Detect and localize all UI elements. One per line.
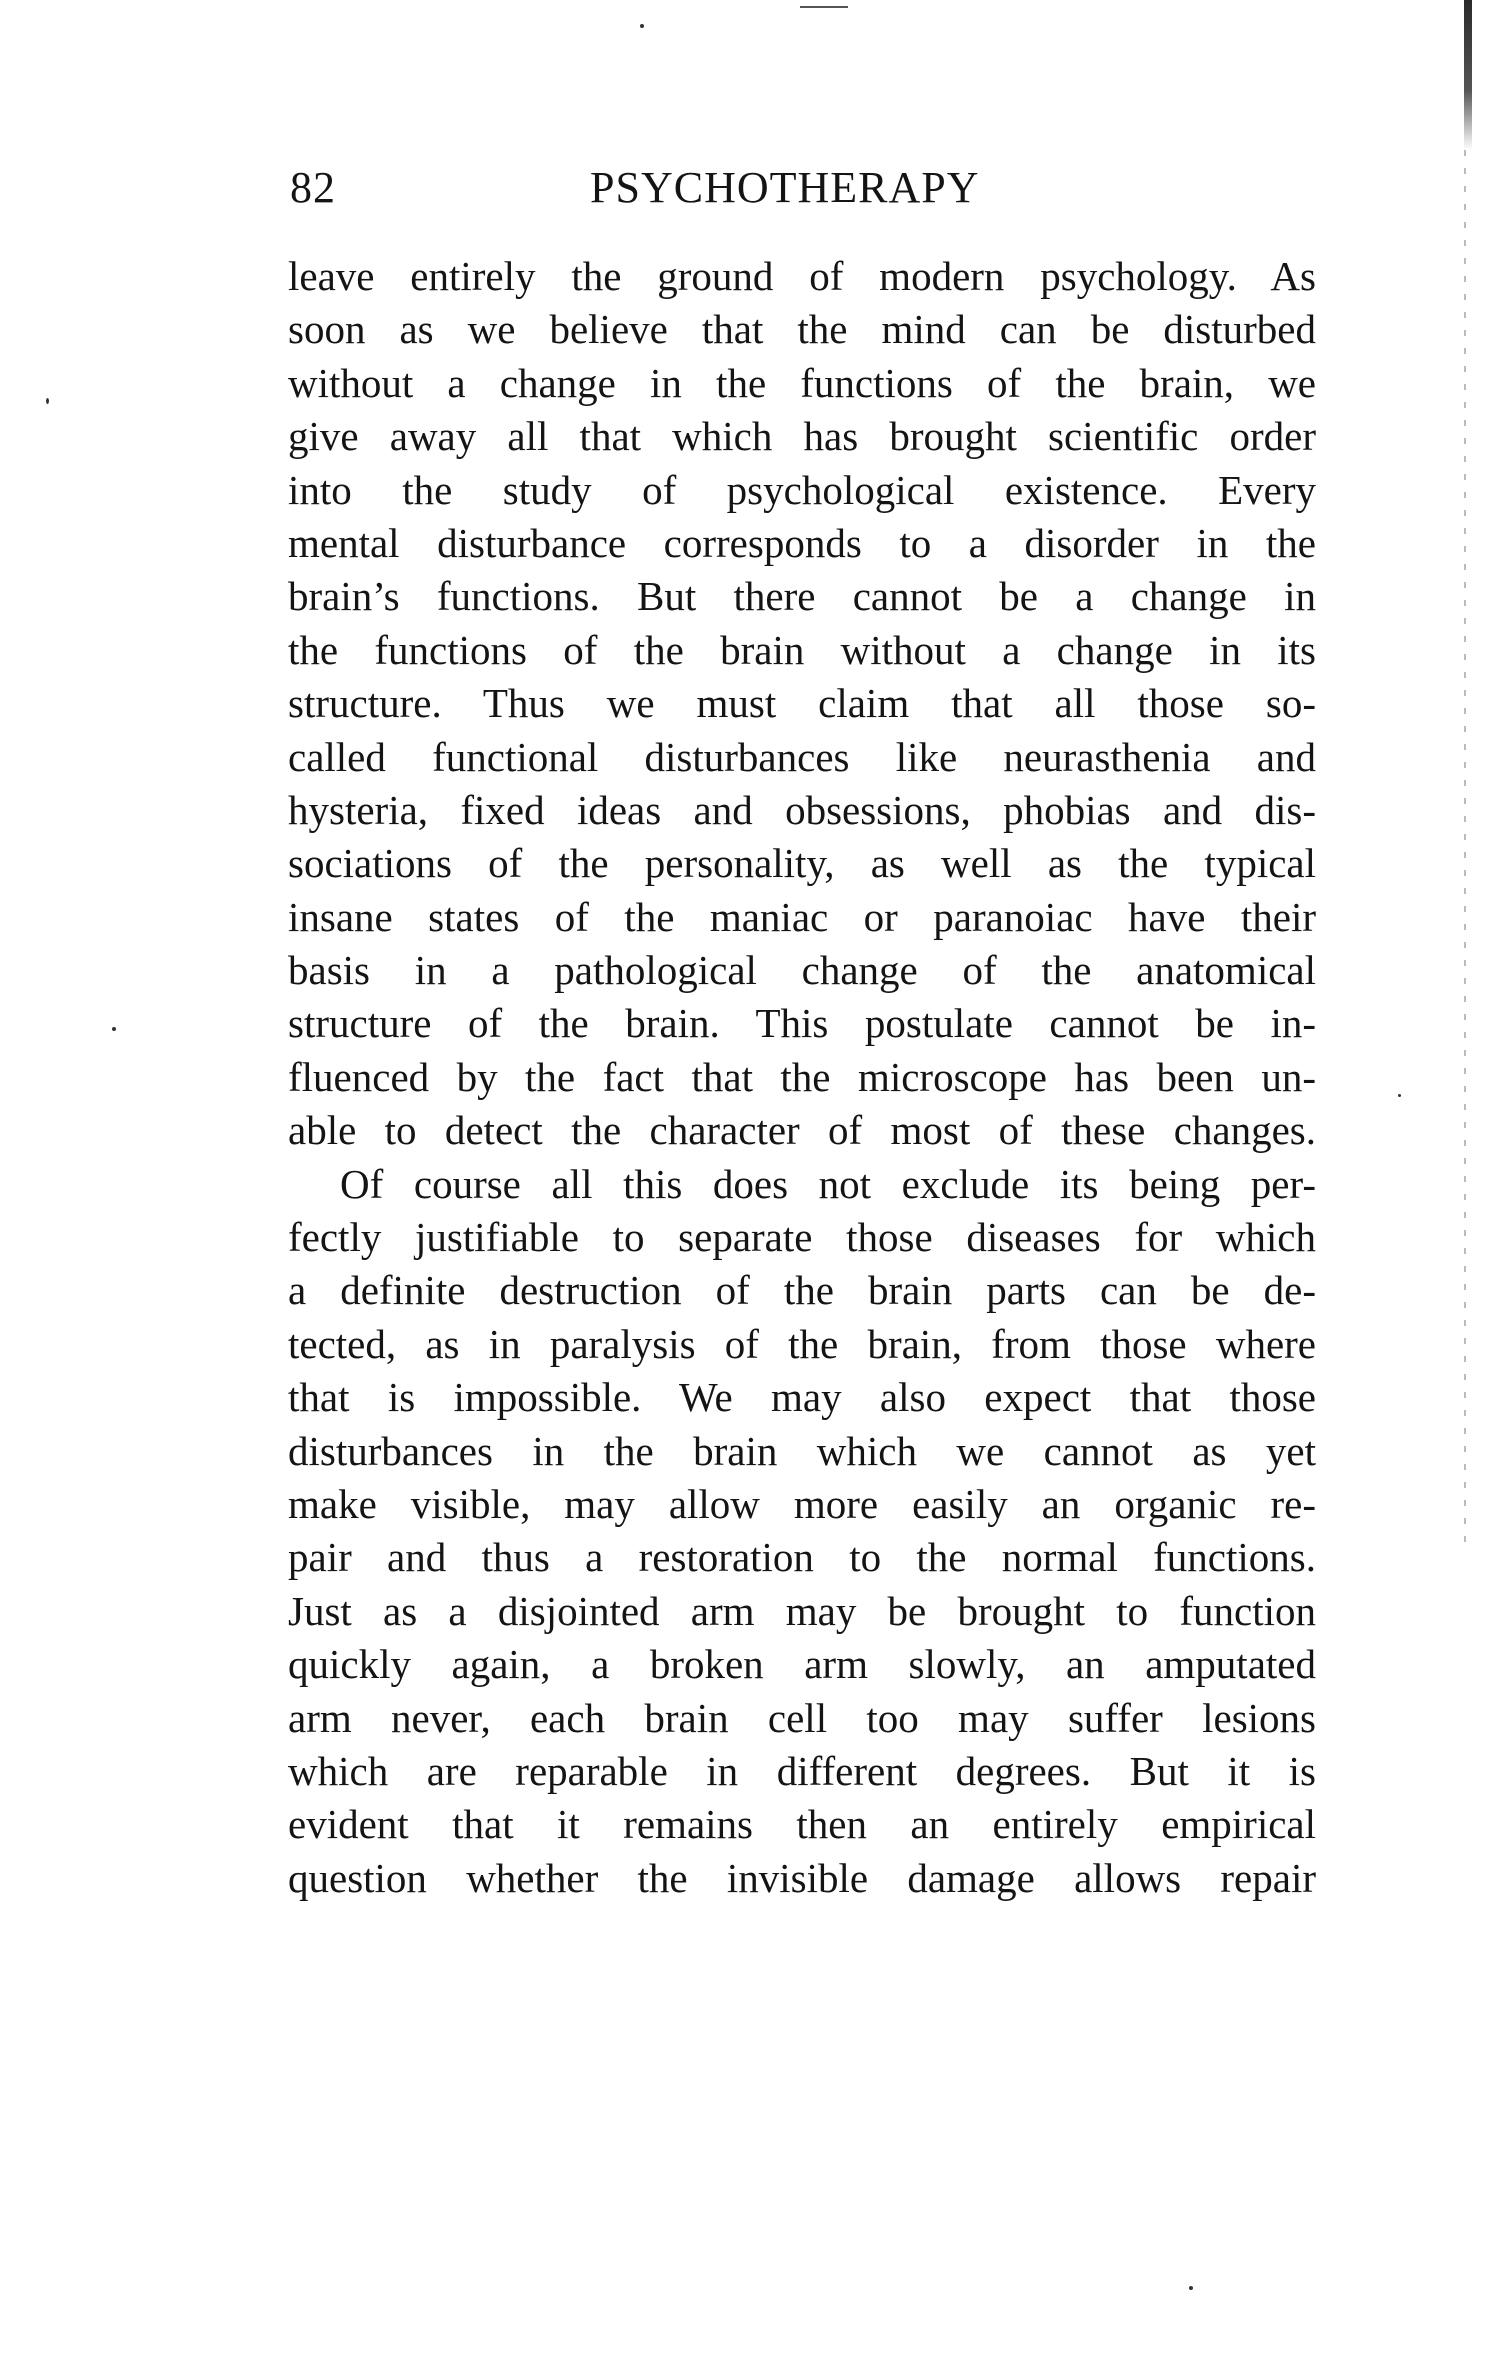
text-line: that is impossible. We may also expect that those [288, 1374, 1316, 1421]
text-line: hysteria, fixed ideas and obsessions, phobias and dis- [288, 786, 1316, 833]
text-line: leave entirely the ground of modern psychology. As [288, 253, 1316, 299]
text-line: called functional disturbances like neurasthenia and [288, 733, 1316, 780]
scan-speck [46, 398, 49, 404]
text-line: fectly justifiable to separate those diseases for which [288, 1214, 1316, 1261]
text-line: give away all that which has brought scientific order [288, 413, 1316, 460]
text-line: a definite destruction of the brain parts can be de- [288, 1267, 1316, 1314]
scan-speck [112, 1027, 116, 1031]
text-line: into the study of psychological existence. Every [288, 466, 1316, 513]
text-line: brain’s functions. But there cannot be a change in [288, 573, 1316, 620]
text-line: insane states of the maniac or paranoiac have their [288, 893, 1316, 940]
text-line: arm never, each brain cell too may suffer lesions [288, 1694, 1316, 1741]
text-line: structure of the brain. This postulate cannot be in- [288, 1000, 1316, 1047]
text-line: soon as we believe that the mind can be disturbed [288, 306, 1316, 353]
text-line: disturbances in the brain which we cannot as yet [288, 1427, 1316, 1474]
text-line: evident that it remains then an entirely empirical [288, 1801, 1316, 1848]
scan-mark [800, 6, 848, 8]
running-title: PSYCHOTHERAPY [590, 163, 980, 212]
text-line: fluenced by the fact that the microscope has been un- [288, 1053, 1316, 1100]
text-line: structure. Thus we must claim that all those so- [288, 680, 1316, 727]
scan-speck [1398, 1094, 1401, 1097]
text-line: pair and thus a restoration to the normal functions. [288, 1534, 1316, 1581]
text-line: able to detect the character of most of these changes. [288, 1107, 1316, 1154]
text-line: tected, as in paralysis of the brain, from those where [288, 1320, 1316, 1367]
text-line: question whether the invisible damage allows repair [288, 1854, 1316, 1901]
scan-edge-shadow [1464, 0, 1472, 150]
text-line: the functions of the brain without a change in its [288, 626, 1316, 673]
scan-edge-shadow [1464, 150, 1466, 1550]
text-line: make visible, may allow more easily an organic re- [288, 1480, 1316, 1527]
scan-speck [640, 24, 644, 28]
text-line: basis in a pathological change of the anatomical [288, 947, 1316, 994]
scan-speck [1189, 2286, 1193, 2290]
paragraph-start-line: Of course all this does not exclude its being per- [340, 1160, 1316, 1207]
text-line: quickly again, a broken arm slowly, an amputated [288, 1641, 1316, 1688]
text-line: without a change in the functions of the brain, we [288, 359, 1316, 406]
text-line: sociations of the personality, as well as the typical [288, 840, 1316, 887]
text-line: mental disturbance corresponds to a disorder in the [288, 519, 1316, 566]
page-number: 82 [290, 163, 336, 212]
running-head [290, 158, 1318, 218]
body-text [288, 250, 1316, 1905]
text-line: Just as a disjointed arm may be brought to function [288, 1587, 1316, 1634]
text-line: which are reparable in different degrees. But it is [288, 1747, 1316, 1794]
